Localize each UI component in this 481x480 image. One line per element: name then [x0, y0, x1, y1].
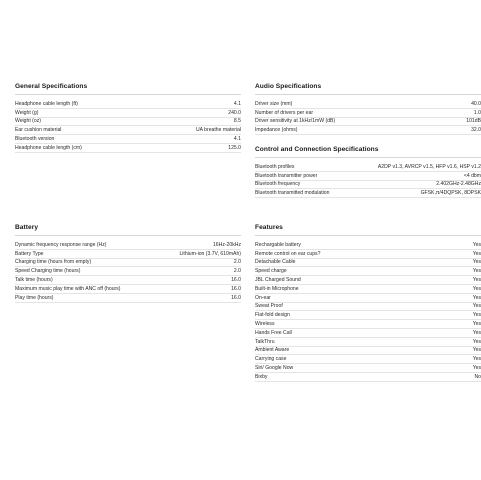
spec-label: Wireless: [255, 320, 275, 327]
spec-label: Flat-fold design: [255, 312, 290, 319]
spec-row: [255, 364, 481, 373]
spec-row: [255, 250, 481, 259]
spec-row: [15, 118, 241, 127]
spec-value: Yes: [472, 268, 481, 275]
spec-value: 4.1: [233, 100, 241, 107]
spec-row: [255, 303, 481, 312]
spec-row: [15, 294, 241, 303]
spec-value: Yes: [472, 285, 481, 292]
spec-value: A2DP v1.3, AVRCP v1.5, HFP v1.6, HSP v1.2: [377, 163, 481, 170]
spec-label: Bluetooth version: [15, 135, 55, 142]
general-specifications-rows: [15, 100, 241, 153]
spec-label: Bluetooth transmitter power: [255, 172, 318, 179]
spec-label: JBL Charged Sound: [255, 276, 301, 283]
spec-row: [255, 163, 481, 172]
battery-rows: [15, 241, 241, 303]
spec-row: [255, 241, 481, 250]
spec-value: Yes: [472, 241, 481, 248]
features-panel: [255, 224, 481, 382]
general-specifications-title: General Specifications: [15, 83, 241, 95]
control-connection-title: Control and Connection Specifications: [255, 146, 481, 158]
spec-value: 2.0: [233, 259, 241, 266]
spec-label: Hands Free Call: [255, 329, 292, 336]
spec-row: [255, 355, 481, 364]
spec-value: <4 dbm: [463, 172, 481, 179]
spec-label: Weight (g): [15, 109, 39, 116]
spec-row: [255, 126, 481, 135]
spec-value: Yes: [472, 347, 481, 354]
spec-row: [255, 172, 481, 181]
spec-row: [15, 276, 241, 285]
spec-value: Yes: [472, 338, 481, 345]
spec-value: Yes: [472, 250, 481, 257]
spec-value: 2.0: [233, 268, 241, 275]
spec-value: Yes: [472, 329, 481, 336]
spec-row: [15, 259, 241, 268]
control-connection-panel: [255, 146, 481, 198]
spec-row: [15, 126, 241, 135]
spec-value: Yes: [472, 276, 481, 283]
spec-value: Yes: [472, 320, 481, 327]
spec-value: 16Hz-20kHz: [212, 241, 241, 248]
spec-value: 2.402GHz-2.48GHz: [436, 181, 481, 188]
spec-value: 125.0: [228, 144, 241, 151]
control-connection-rows: [255, 163, 481, 198]
spec-label: Built-in Microphone: [255, 285, 299, 292]
spec-label: Headphone cable length (cm): [15, 144, 82, 151]
spec-row: [15, 241, 241, 250]
spec-value: 8.5: [233, 118, 241, 125]
spec-value: GFSK,π/4DQPSK, 8DPSK: [420, 190, 481, 197]
spec-label: Bluetooth profiles: [255, 163, 295, 170]
spec-label: Bluetooth frequency: [255, 181, 301, 188]
spec-label: Play time (hours): [15, 294, 54, 301]
audio-specifications-rows: [255, 100, 481, 135]
spec-row: [255, 320, 481, 329]
spec-label: Bluetooth transmitted modulation: [255, 190, 330, 197]
spec-label: Siri/ Google Now: [255, 364, 294, 371]
spec-label: Dynamic frequency response range (Hz): [15, 241, 107, 248]
spec-label: TalkThru: [255, 338, 275, 345]
spec-value: 16.0: [231, 285, 241, 292]
spec-row: [255, 189, 481, 198]
spec-label: On-ear: [255, 294, 271, 301]
spec-row: [255, 347, 481, 356]
spec-row: [255, 100, 481, 109]
spec-label: Sweat Proof: [255, 303, 283, 310]
spec-label: Ambient Aware: [255, 347, 290, 354]
spec-value: Yes: [472, 294, 481, 301]
spec-row: [15, 144, 241, 153]
spec-label: Impedance (ohms): [255, 127, 298, 134]
spec-label: Detachable Cable: [255, 259, 296, 266]
spec-value: 16.0: [231, 294, 241, 301]
spec-row: [255, 267, 481, 276]
spec-value: Yes: [472, 364, 481, 371]
spec-row: [15, 109, 241, 118]
spec-label: Bixby: [255, 373, 268, 380]
spec-label: Speed charge: [255, 268, 287, 275]
spec-row: [255, 118, 481, 127]
spec-label: Talk time (hours): [15, 276, 53, 283]
spec-label: Rechargable battery: [255, 241, 301, 248]
spec-row: [255, 329, 481, 338]
spec-label: Headphone cable length (ft): [15, 100, 78, 107]
spec-value: Yes: [472, 303, 481, 310]
battery-panel: [15, 224, 241, 303]
spec-label: Number of drivers per ear: [255, 109, 314, 116]
spec-label: Charging time (hours from empty): [15, 259, 92, 266]
spec-value: No: [474, 373, 481, 380]
audio-specifications-title: Audio Specifications: [255, 83, 481, 95]
spec-row: [15, 135, 241, 144]
spec-value: 4.1: [233, 135, 241, 142]
spec-row: [255, 311, 481, 320]
spec-value: 40.0: [471, 100, 481, 107]
spec-row: [15, 100, 241, 109]
battery-title: Battery: [15, 224, 241, 236]
spec-value: 1.0: [473, 109, 481, 116]
spec-label: Speed Charging time (hours): [15, 268, 81, 275]
spec-value: 32.0: [471, 127, 481, 134]
spec-value: 101dB: [466, 118, 481, 125]
features-title: Features: [255, 224, 481, 236]
general-specifications-panel: [15, 83, 241, 153]
spec-row: [255, 285, 481, 294]
spec-row: [15, 267, 241, 276]
spec-label: Carrying case: [255, 356, 287, 363]
spec-row: [255, 181, 481, 190]
spec-label: Driver sensitivity at 1kHz/1mW (dB): [255, 118, 336, 125]
audio-specifications-panel: [255, 83, 481, 135]
spec-value: Yes: [472, 356, 481, 363]
spec-label: Battery Type: [15, 250, 44, 257]
spec-row: [255, 373, 481, 382]
spec-label: Ear cushion material: [15, 127, 62, 134]
spec-row: [255, 338, 481, 347]
spec-value: 16.0: [231, 276, 241, 283]
spec-value: 240.0: [228, 109, 241, 116]
features-rows: [255, 241, 481, 382]
spec-value: Yes: [472, 312, 481, 319]
spec-value: Yes: [472, 259, 481, 266]
spec-row: [15, 250, 241, 259]
spec-row: [255, 276, 481, 285]
spec-label: Driver size (mm): [255, 100, 293, 107]
spec-label: Remote control on ear cups?: [255, 250, 321, 257]
spec-row: [255, 109, 481, 118]
spec-label: Maximum music play time with ANC off (hours): [15, 285, 121, 292]
spec-value: UA breathe material: [195, 127, 241, 134]
spec-label: Weight (oz): [15, 118, 41, 125]
spec-row: [15, 285, 241, 294]
spec-value: Lithium-ion (3.7V, 610mAh): [179, 250, 241, 257]
spec-row: [255, 294, 481, 303]
spec-row: [255, 259, 481, 268]
